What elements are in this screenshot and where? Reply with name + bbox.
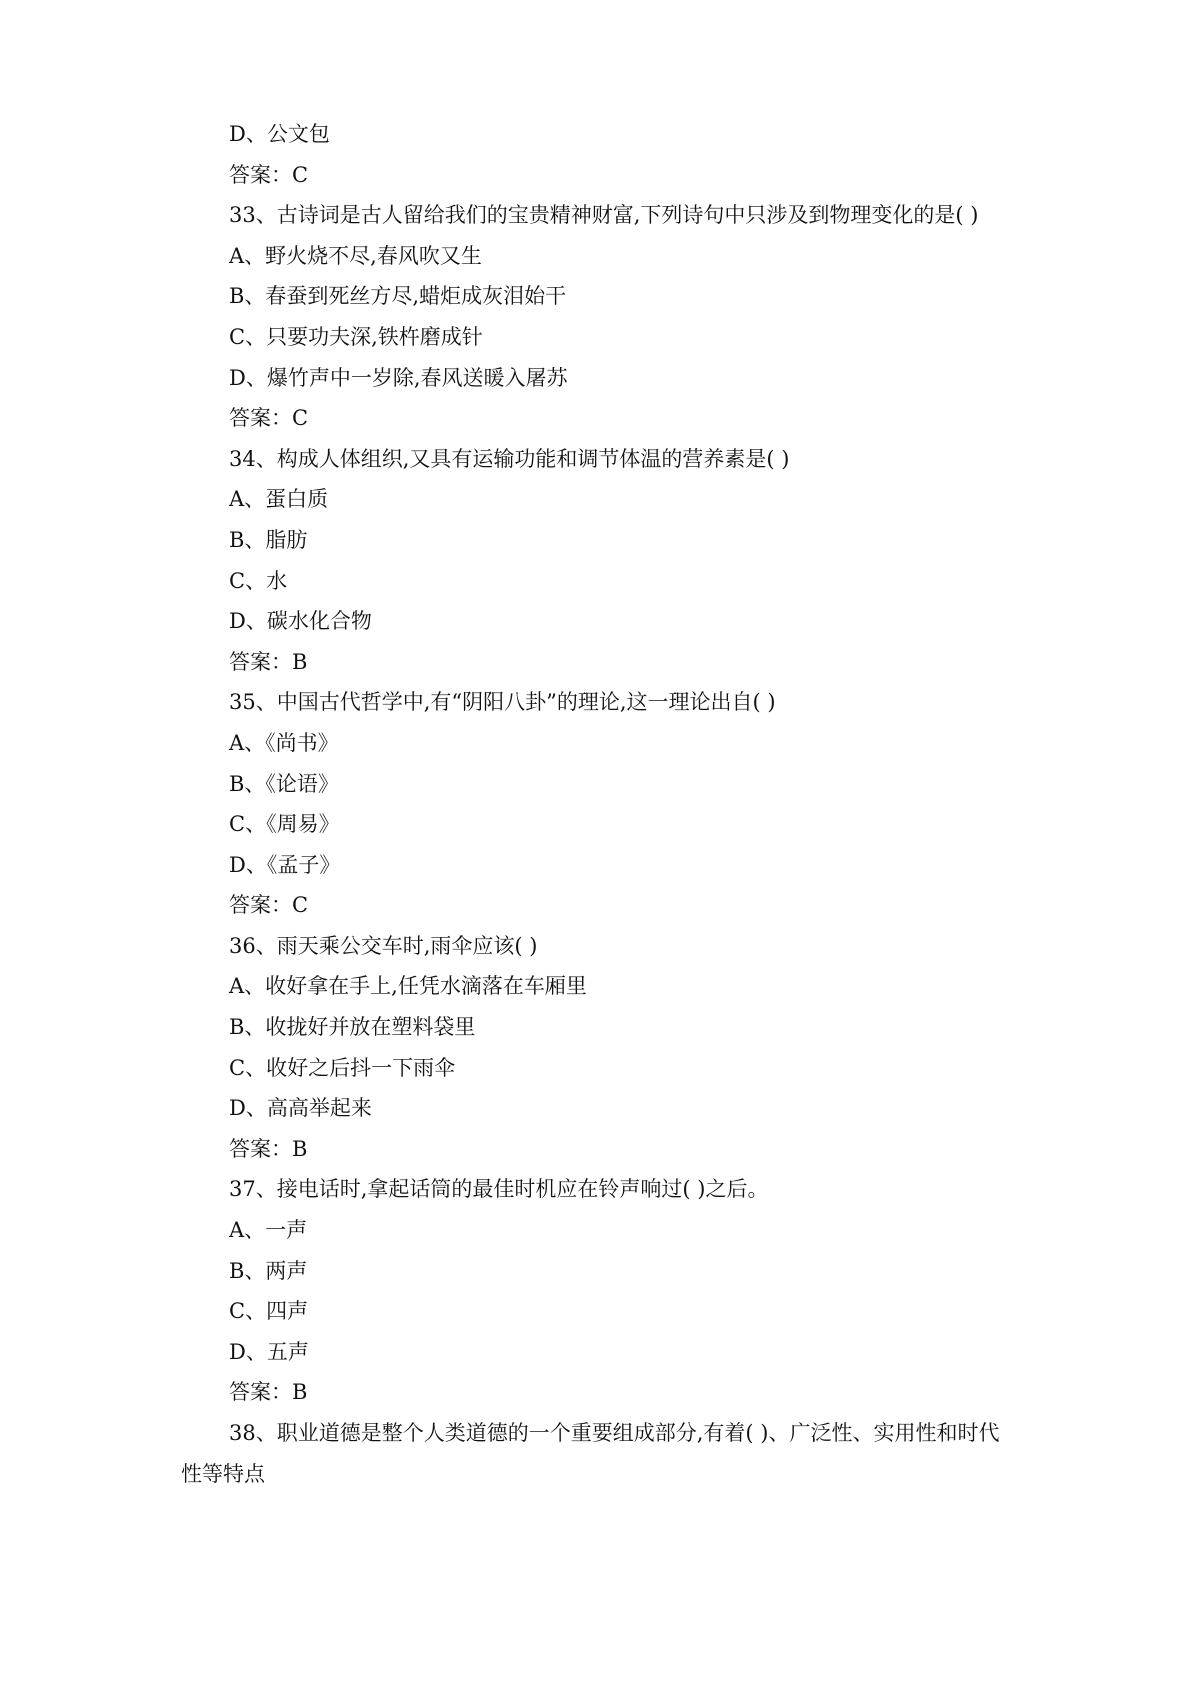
exam-content xyxy=(181,114,1011,1494)
answer-line: 答案：C xyxy=(229,406,309,431)
answer-option: D、碳水化合物 xyxy=(229,609,372,634)
answer-line: 答案：B xyxy=(229,1136,308,1161)
answer-option: A、蛋白质 xyxy=(229,487,329,512)
answer-option: A、一声 xyxy=(229,1218,308,1243)
answer-line: 答案：B xyxy=(229,649,308,674)
answer-option: A、《尚书》 xyxy=(229,730,339,755)
answer-option: A、收好拿在手上,任凭水滴落在车厢里 xyxy=(229,974,587,999)
answer-option: B、《论语》 xyxy=(229,771,339,796)
answer-option: C、四声 xyxy=(229,1299,309,1324)
answer-option: D、五声 xyxy=(229,1339,309,1364)
question-stem: 36、雨天乘公交车时,雨伞应该( ) xyxy=(229,933,538,958)
answer-option: D、公文包 xyxy=(229,122,330,146)
answer-option: C、收好之后抖一下雨伞 xyxy=(229,1055,456,1080)
answer-option: D、高高举起来 xyxy=(229,1096,372,1121)
answer-option: B、春蚕到死丝方尽,蜡炬成灰泪始干 xyxy=(229,284,567,309)
answer-option: C、《周易》 xyxy=(229,812,340,837)
question-stem: 33、古诗词是古人留给我们的宝贵精神财富,下列诗句中只涉及到物理变化的是( ) xyxy=(229,203,979,228)
answer-option: B、两声 xyxy=(229,1258,308,1283)
answer-option: A、野火烧不尽,春风吹又生 xyxy=(229,243,482,268)
answer-line: 答案：C xyxy=(229,893,309,918)
question-stem: 37、接电话时,拿起话筒的最佳时机应在铃声响过( )之后。 xyxy=(229,1177,769,1202)
answer-option: C、只要功夫深,铁杵磨成针 xyxy=(229,324,483,349)
question-stem: 38、职业道德是整个人类道德的一个重要组成部分,有着( )、广泛性、实用性和时代性等特点 xyxy=(181,1421,1000,1486)
question-stem: 35、中国古代哲学中,有“阴阳八卦”的理论,这一理论出自( ) xyxy=(229,690,776,715)
answer-option: D、《孟子》 xyxy=(229,852,341,877)
answer-option: C、水 xyxy=(229,568,288,593)
question-stem: 34、构成人体组织,又具有运输功能和调节体温的营养素是( ) xyxy=(229,446,790,471)
answer-option: B、收拢好并放在塑料袋里 xyxy=(229,1015,476,1040)
answer-line: 答案：C xyxy=(229,162,309,187)
answer-option: D、爆竹声中一岁除,春风送暖入屠苏 xyxy=(229,365,568,390)
answer-option: B、脂肪 xyxy=(229,527,308,552)
answer-line: 答案：B xyxy=(229,1380,308,1405)
